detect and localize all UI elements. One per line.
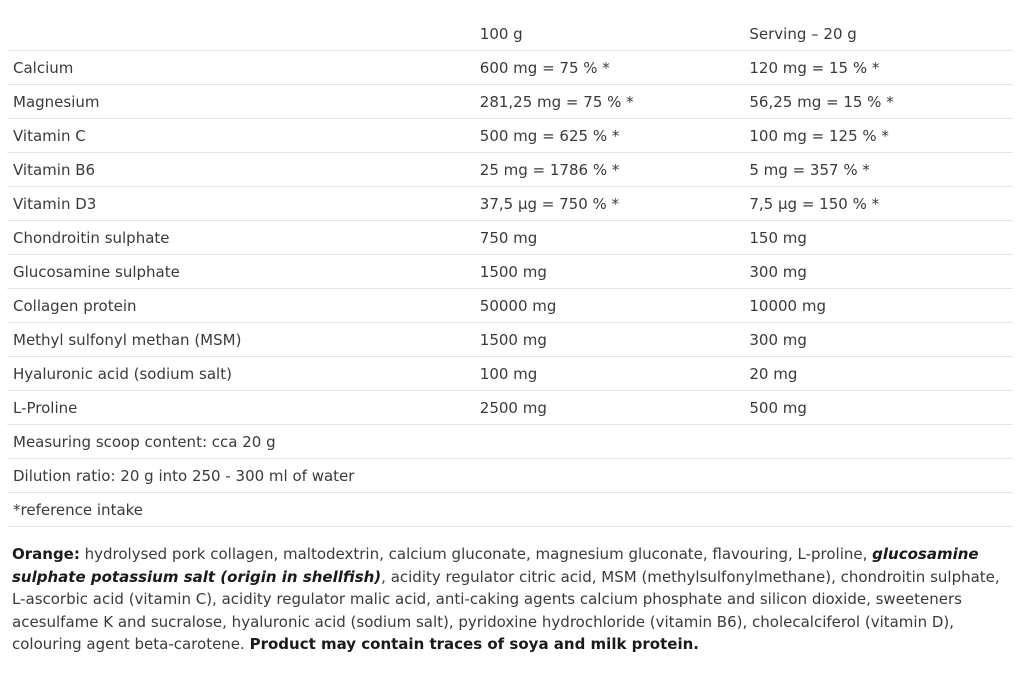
value-per-100g: 1500 mg: [474, 323, 744, 357]
table-row: [7, 289, 1013, 323]
header-name: [7, 17, 474, 51]
nutrient-name: Magnesium: [7, 85, 474, 119]
value-per-serving: 5 mg = 357 % *: [743, 153, 1013, 187]
table-row: [7, 187, 1013, 221]
table-footer-row: [7, 459, 1013, 493]
nutrient-name: Hyaluronic acid (sodium salt): [7, 357, 474, 391]
table-header-row: [7, 17, 1013, 51]
nutrient-name: Methyl sulfonyl methan (MSM): [7, 323, 474, 357]
value-per-100g: 750 mg: [474, 221, 744, 255]
table-row: [7, 323, 1013, 357]
table-row: [7, 153, 1013, 187]
value-per-serving: 100 mg = 125 % *: [743, 119, 1013, 153]
value-per-serving: 500 mg: [743, 391, 1013, 425]
value-per-100g: 37,5 μg = 750 % *: [474, 187, 744, 221]
value-per-100g: 100 mg: [474, 357, 744, 391]
allergen-ingredient: glucosamine sulphate potassium salt (origin in shellfish): [12, 545, 979, 586]
nutrient-name: Calcium: [7, 51, 474, 85]
value-per-serving: 300 mg: [743, 323, 1013, 357]
table-row: [7, 357, 1013, 391]
value-per-100g: 500 mg = 625 % *: [474, 119, 744, 153]
value-per-100g: 1500 mg: [474, 255, 744, 289]
table-row: [7, 85, 1013, 119]
nutrient-name: Vitamin D3: [7, 187, 474, 221]
nutrient-name: Collagen protein: [7, 289, 474, 323]
ingredients-paragraph: [12, 543, 1012, 656]
value-per-100g: 600 mg = 75 % *: [474, 51, 744, 85]
value-per-serving: 150 mg: [743, 221, 1013, 255]
table-footer-row: [7, 493, 1013, 527]
value-per-serving: 7,5 μg = 150 % *: [743, 187, 1013, 221]
nutrition-table: [7, 17, 1013, 527]
table-row: [7, 51, 1013, 85]
header-per-serving: Serving – 20 g: [743, 17, 1013, 51]
value-per-serving: 56,25 mg = 15 % *: [743, 85, 1013, 119]
table-footer-row: [7, 425, 1013, 459]
nutrient-name: Vitamin C: [7, 119, 474, 153]
table-row: [7, 255, 1013, 289]
value-per-100g: 50000 mg: [474, 289, 744, 323]
ingredients-text-2: , acidity regulator citric acid, MSM (methylsulfonylmethane), chondroitin sulphate, L-ascorbic acid (vitamin C), acidity regulator malic acid, anti-caking agents calcium phosphate and silicon dioxide, sweeteners acesulfame K and sucralose, hyaluronic acid (sodium salt), pyridoxine hydrochloride (vitamin B6), cholecalciferol (vitamin D), colouring agent beta-carotene.: [12, 567, 1000, 654]
reference-intake-note: *reference intake: [7, 493, 1013, 527]
nutrient-name: Vitamin B6: [7, 153, 474, 187]
value-per-serving: 120 mg = 15 % *: [743, 51, 1013, 85]
nutrient-name: Chondroitin sulphate: [7, 221, 474, 255]
value-per-100g: 281,25 mg = 75 % *: [474, 85, 744, 119]
nutrient-name: L-Proline: [7, 391, 474, 425]
dilution-ratio-note: Dilution ratio: 20 g into 250 - 300 ml of water: [7, 459, 1013, 493]
flavor-label: Orange:: [12, 545, 80, 563]
value-per-serving: 20 mg: [743, 357, 1013, 391]
value-per-100g: 2500 mg: [474, 391, 744, 425]
nutrient-name: Glucosamine sulphate: [7, 255, 474, 289]
value-per-serving: 10000 mg: [743, 289, 1013, 323]
value-per-serving: 300 mg: [743, 255, 1013, 289]
ingredients-text-1: hydrolysed pork collagen, maltodextrin, calcium gluconate, magnesium gluconate, flavouring, L-proline,: [79, 545, 873, 563]
table-row: [7, 119, 1013, 153]
scoop-content-note: Measuring scoop content: cca 20 g: [7, 425, 1013, 459]
value-per-100g: 25 mg = 1786 % *: [474, 153, 744, 187]
allergen-warning: Product may contain traces of soya and milk protein.: [249, 635, 699, 654]
header-per-100g: 100 g: [474, 17, 744, 51]
table-row: [7, 391, 1013, 425]
table-row: [7, 221, 1013, 255]
